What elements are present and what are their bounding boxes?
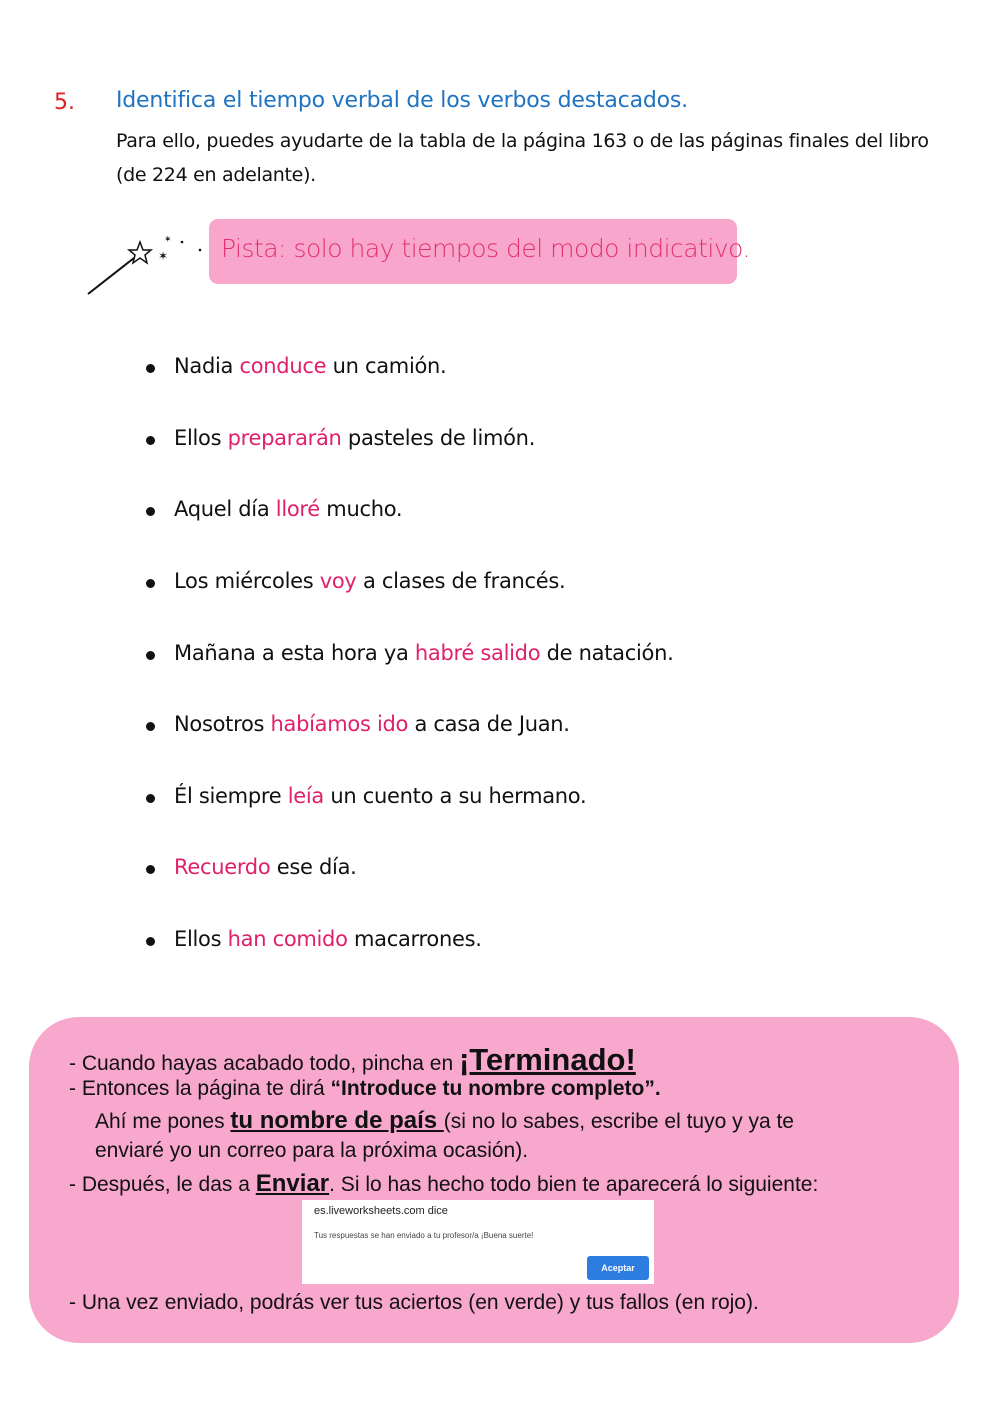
sentence-text: Los miércoles voy a clases de francés. xyxy=(174,569,566,593)
info-line-results: - Una vez enviado, podrás ver tus aciertos (en verde) y tus fallos (en rojo). xyxy=(69,1291,759,1314)
dialog-title: es.liveworksheets.com dice xyxy=(314,1205,448,1217)
sentence-text: Recuerdo ese día. xyxy=(174,855,357,879)
hint-box xyxy=(209,219,750,284)
dialog-message: Tus respuestas se han enviado a tu profesor/a ¡Buena suerte! xyxy=(314,1231,534,1240)
highlighted-verb: lloré xyxy=(275,497,320,521)
confirmation-dialog-image xyxy=(302,1200,654,1284)
info-line-name-prompt: - Entonces la página te dirá “Introduce tu nombre completo”. xyxy=(69,1077,661,1100)
info-line-email: enviaré yo un correo para la próxima ocasión). xyxy=(95,1139,529,1162)
highlighted-verb: han comido xyxy=(227,927,348,951)
bullet-icon xyxy=(146,722,155,731)
sentence-text: Nosotros habíamos ido a casa de Juan. xyxy=(174,712,570,736)
highlighted-verb: habré salido xyxy=(414,641,541,665)
exercise-number: 5. xyxy=(54,90,75,115)
highlighted-verb: leía xyxy=(287,784,324,808)
bullet-icon xyxy=(146,507,155,516)
info-line-send: - Después, le das a Enviar. Si lo has hecho todo bien te aparecerá lo siguiente: xyxy=(69,1170,819,1197)
aceptar-button: Aceptar xyxy=(587,1256,649,1280)
bullet-icon xyxy=(146,364,155,373)
sentence-text: Ellos han comido macarrones. xyxy=(174,927,482,951)
country-name-link: tu nombre de país xyxy=(230,1107,444,1134)
highlighted-verb: conduce xyxy=(239,354,327,378)
sentence-text: Él siempre leía un cuento a su hermano. xyxy=(174,784,587,808)
svg-text:✶: ✶ xyxy=(164,235,172,245)
instructions-panel xyxy=(29,1017,959,1343)
highlighted-verb: voy xyxy=(319,569,357,593)
exercise-instructions: Para ello, puedes ayudarte de la tabla de la página 163 o de las páginas finales del libro (de 224 en adelante). xyxy=(116,130,929,186)
sentence-text: Ellos prepararán pasteles de limón. xyxy=(174,426,536,450)
exercise-title: Identifica el tiempo verbal de los verbos destacados. xyxy=(116,88,688,113)
sentence-text: Nadia conduce un camión. xyxy=(174,354,447,378)
bullet-icon xyxy=(146,651,155,660)
highlighted-verb: habíamos ido xyxy=(270,712,409,736)
bullet-icon xyxy=(146,865,155,874)
hint-text: Pista: solo hay tiempos del modo indicativo. xyxy=(221,234,750,263)
info-line-country: Ahí me pones tu nombre de país (si no lo sabes, escribe el tuyo y ya te xyxy=(95,1107,794,1134)
sentence-text: Mañana a esta hora ya habré salido de natación. xyxy=(174,641,674,665)
magic-wand-icon xyxy=(84,228,206,298)
highlighted-verb: prepararán xyxy=(227,426,342,450)
bullet-icon xyxy=(146,579,155,588)
highlighted-verb: Recuerdo xyxy=(174,855,271,879)
enviar-link: Enviar xyxy=(255,1170,330,1197)
svg-text:✶: ✶ xyxy=(158,249,169,263)
sentence-text: Aquel día lloré mucho. xyxy=(174,497,403,521)
bullet-icon xyxy=(146,794,155,803)
bullet-icon xyxy=(146,937,155,946)
bullet-icon xyxy=(146,436,155,445)
terminado-link: ¡Terminado! xyxy=(458,1042,636,1077)
info-line-finish: - Cuando hayas acabado todo, pincha en ¡Terminado! xyxy=(69,1042,636,1077)
